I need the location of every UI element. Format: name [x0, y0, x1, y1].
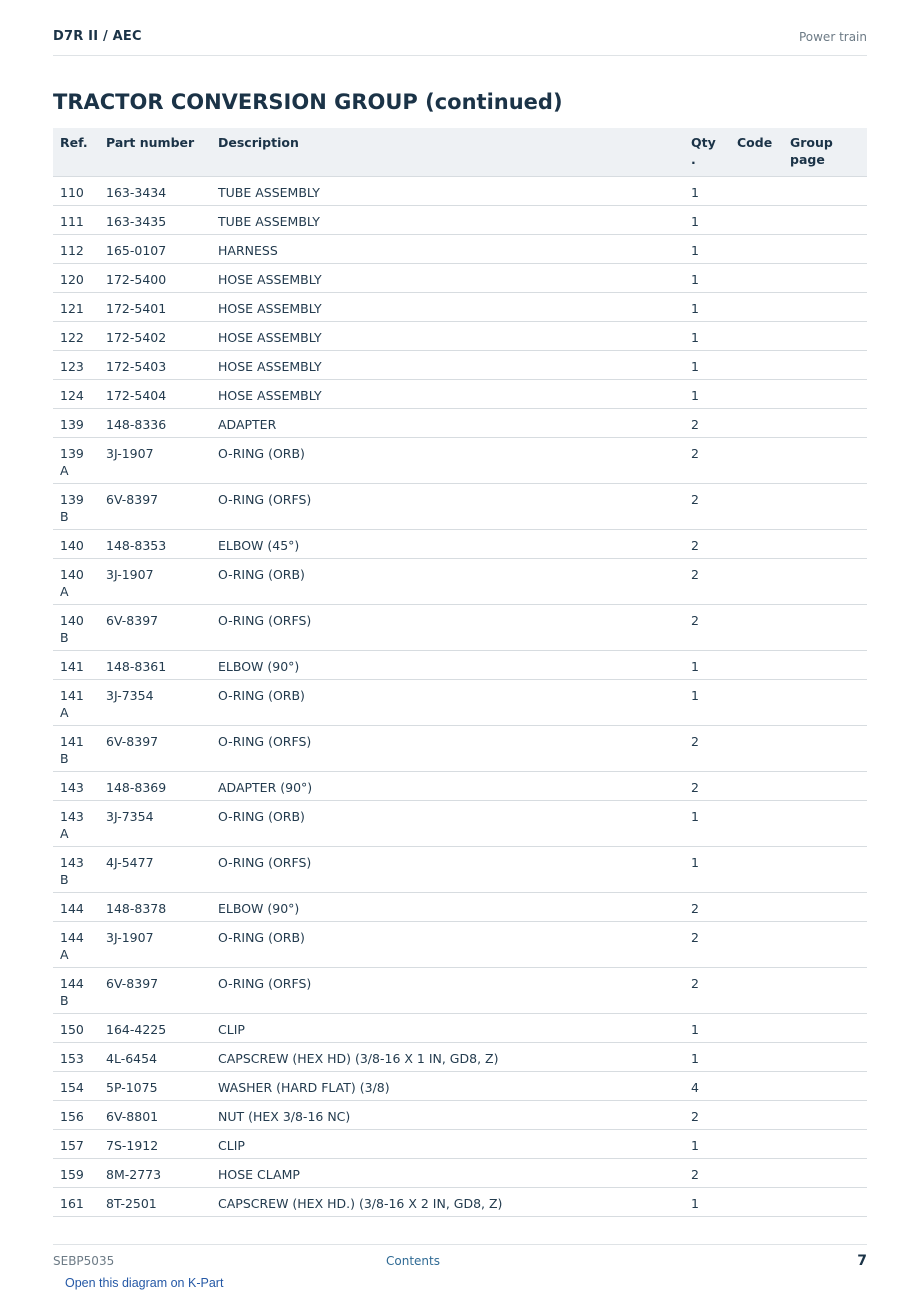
table-row	[53, 1187, 867, 1216]
cell-code	[737, 1071, 790, 1100]
cell-qty: 1	[691, 292, 737, 321]
cell-description: HARNESS	[218, 234, 691, 263]
cell-description: O-RING (ORB)	[218, 800, 691, 846]
col-qty-header: Qty .	[691, 128, 737, 176]
cell-qty: 2	[691, 1100, 737, 1129]
cell-group-page	[790, 529, 867, 558]
cell-qty: 1	[691, 263, 737, 292]
kpart-link[interactable]: Open this diagram on K-Part	[65, 1276, 224, 1290]
page-title	[53, 90, 563, 114]
cell-group-page	[790, 967, 867, 1013]
table-row	[53, 892, 867, 921]
cell-ref: 156	[53, 1100, 106, 1129]
cell-ref: 144 B	[53, 967, 106, 1013]
table-row	[53, 967, 867, 1013]
cell-group-page	[790, 921, 867, 967]
cell-code	[737, 263, 790, 292]
cell-part-number: 4L-6454	[106, 1042, 218, 1071]
cell-group-page	[790, 800, 867, 846]
cell-code	[737, 379, 790, 408]
cell-description: HOSE CLAMP	[218, 1158, 691, 1187]
col-group-page-header: Group page	[790, 128, 867, 176]
table-row	[53, 379, 867, 408]
cell-group-page	[790, 263, 867, 292]
table-row	[53, 800, 867, 846]
cell-part-number: 3J-1907	[106, 558, 218, 604]
cell-code	[737, 650, 790, 679]
col-part-number-header: Part number	[106, 128, 218, 176]
cell-code	[737, 771, 790, 800]
cell-code	[737, 321, 790, 350]
cell-ref: 112	[53, 234, 106, 263]
cell-description: ELBOW (90°)	[218, 650, 691, 679]
cell-qty: 2	[691, 771, 737, 800]
cell-description: HOSE ASSEMBLY	[218, 263, 691, 292]
cell-group-page	[790, 1158, 867, 1187]
cell-qty: 2	[691, 967, 737, 1013]
cell-qty: 4	[691, 1071, 737, 1100]
cell-qty: 2	[691, 1158, 737, 1187]
cell-code	[737, 350, 790, 379]
cell-part-number: 148-8361	[106, 650, 218, 679]
cell-group-page	[790, 846, 867, 892]
cell-qty: 1	[691, 1042, 737, 1071]
title-suffix: (continued)	[425, 90, 563, 114]
cell-group-page	[790, 892, 867, 921]
col-description-header: Description	[218, 128, 691, 176]
cell-group-page	[790, 292, 867, 321]
cell-description: TUBE ASSEMBLY	[218, 205, 691, 234]
cell-group-page	[790, 604, 867, 650]
cell-ref: 141 B	[53, 725, 106, 771]
cell-qty: 2	[691, 604, 737, 650]
table-row	[53, 771, 867, 800]
table-row	[53, 725, 867, 771]
cell-code	[737, 892, 790, 921]
cell-description: HOSE ASSEMBLY	[218, 350, 691, 379]
cell-code	[737, 1158, 790, 1187]
cell-description: HOSE ASSEMBLY	[218, 321, 691, 350]
cell-qty: 1	[691, 205, 737, 234]
cell-qty: 1	[691, 350, 737, 379]
table-row	[53, 234, 867, 263]
cell-ref: 144	[53, 892, 106, 921]
parts-table-body	[53, 176, 867, 1216]
cell-group-page	[790, 483, 867, 529]
cell-qty: 2	[691, 558, 737, 604]
cell-code	[737, 176, 790, 205]
cell-part-number: 163-3435	[106, 205, 218, 234]
cell-description: CAPSCREW (HEX HD) (3/8-16 X 1 IN, GD8, Z)	[218, 1042, 691, 1071]
table-header-row	[53, 128, 867, 176]
section-label: Power train	[798, 30, 867, 44]
cell-part-number: 172-5404	[106, 379, 218, 408]
cell-code	[737, 725, 790, 771]
cell-ref: 139 B	[53, 483, 106, 529]
cell-part-number: 148-8336	[106, 408, 218, 437]
table-row	[53, 679, 867, 725]
cell-part-number: 164-4225	[106, 1013, 218, 1042]
cell-ref: 143	[53, 771, 106, 800]
cell-ref: 144 A	[53, 921, 106, 967]
cell-description: O-RING (ORB)	[218, 921, 691, 967]
cell-ref: 150	[53, 1013, 106, 1042]
cell-code	[737, 1187, 790, 1216]
table-row	[53, 650, 867, 679]
cell-description: ELBOW (45°)	[218, 529, 691, 558]
cell-ref: 140 A	[53, 558, 106, 604]
cell-ref: 124	[53, 379, 106, 408]
cell-code	[737, 437, 790, 483]
cell-group-page	[790, 1187, 867, 1216]
cell-part-number: 6V-8801	[106, 1100, 218, 1129]
cell-ref: 120	[53, 263, 106, 292]
cell-ref: 161	[53, 1187, 106, 1216]
cell-ref: 123	[53, 350, 106, 379]
cell-part-number: 8T-2501	[106, 1187, 218, 1216]
cell-code	[737, 846, 790, 892]
cell-code	[737, 1129, 790, 1158]
cell-group-page	[790, 650, 867, 679]
cell-code	[737, 921, 790, 967]
parts-table	[53, 128, 867, 1217]
cell-description: O-RING (ORFS)	[218, 725, 691, 771]
table-row	[53, 321, 867, 350]
cell-code	[737, 604, 790, 650]
cell-part-number: 148-8353	[106, 529, 218, 558]
cell-group-page	[790, 1129, 867, 1158]
cell-part-number: 148-8378	[106, 892, 218, 921]
cell-description: ADAPTER (90°)	[218, 771, 691, 800]
model-label: D7R II / AEC	[53, 29, 142, 44]
cell-qty: 2	[691, 921, 737, 967]
cell-qty: 1	[691, 1129, 737, 1158]
cell-description: HOSE ASSEMBLY	[218, 292, 691, 321]
cell-code	[737, 234, 790, 263]
cell-ref: 140	[53, 529, 106, 558]
cell-code	[737, 967, 790, 1013]
contents-link[interactable]: Contents	[386, 1254, 440, 1268]
table-row	[53, 263, 867, 292]
cell-ref: 139	[53, 408, 106, 437]
cell-code	[737, 483, 790, 529]
cell-qty: 1	[691, 1013, 737, 1042]
cell-description: O-RING (ORFS)	[218, 604, 691, 650]
col-code-header: Code	[737, 128, 790, 176]
cell-group-page	[790, 771, 867, 800]
cell-part-number: 165-0107	[106, 234, 218, 263]
cell-description: O-RING (ORFS)	[218, 967, 691, 1013]
cell-part-number: 8M-2773	[106, 1158, 218, 1187]
cell-qty: 1	[691, 650, 737, 679]
cell-group-page	[790, 1013, 867, 1042]
table-row	[53, 1013, 867, 1042]
cell-part-number: 148-8369	[106, 771, 218, 800]
cell-part-number: 172-5400	[106, 263, 218, 292]
table-row	[53, 1071, 867, 1100]
cell-qty: 1	[691, 679, 737, 725]
cell-group-page	[790, 408, 867, 437]
cell-qty: 2	[691, 892, 737, 921]
cell-group-page	[790, 321, 867, 350]
cell-qty: 1	[691, 846, 737, 892]
table-row	[53, 176, 867, 205]
cell-group-page	[790, 558, 867, 604]
cell-part-number: 6V-8397	[106, 967, 218, 1013]
cell-qty: 2	[691, 725, 737, 771]
cell-qty: 1	[691, 234, 737, 263]
cell-part-number: 6V-8397	[106, 604, 218, 650]
cell-part-number: 172-5401	[106, 292, 218, 321]
cell-ref: 157	[53, 1129, 106, 1158]
table-row	[53, 1129, 867, 1158]
cell-group-page	[790, 350, 867, 379]
table-row	[53, 604, 867, 650]
cell-qty: 2	[691, 483, 737, 529]
cell-qty: 1	[691, 176, 737, 205]
cell-group-page	[790, 1100, 867, 1129]
cell-part-number: 172-5402	[106, 321, 218, 350]
cell-group-page	[790, 725, 867, 771]
table-row	[53, 483, 867, 529]
cell-ref: 159	[53, 1158, 106, 1187]
cell-group-page	[790, 379, 867, 408]
cell-ref: 110	[53, 176, 106, 205]
cell-description: CLIP	[218, 1013, 691, 1042]
cell-code	[737, 1042, 790, 1071]
cell-ref: 141 A	[53, 679, 106, 725]
table-row	[53, 1158, 867, 1187]
cell-part-number: 7S-1912	[106, 1129, 218, 1158]
cell-qty: 2	[691, 408, 737, 437]
cell-code	[737, 800, 790, 846]
cell-ref: 141	[53, 650, 106, 679]
cell-qty: 1	[691, 379, 737, 408]
cell-code	[737, 408, 790, 437]
group-title: TRACTOR CONVERSION GROUP	[53, 90, 418, 114]
cell-description: ADAPTER	[218, 408, 691, 437]
cell-part-number: 3J-1907	[106, 921, 218, 967]
table-row	[53, 846, 867, 892]
cell-qty: 1	[691, 321, 737, 350]
cell-qty: 2	[691, 529, 737, 558]
cell-qty: 2	[691, 437, 737, 483]
cell-qty: 1	[691, 1187, 737, 1216]
cell-part-number: 5P-1075	[106, 1071, 218, 1100]
cell-ref: 153	[53, 1042, 106, 1071]
table-row	[53, 558, 867, 604]
col-ref-header: Ref.	[53, 128, 106, 176]
cell-group-page	[790, 679, 867, 725]
cell-code	[737, 558, 790, 604]
cell-description: O-RING (ORB)	[218, 437, 691, 483]
cell-code	[737, 1013, 790, 1042]
table-row	[53, 205, 867, 234]
table-row	[53, 1042, 867, 1071]
page-header	[53, 28, 867, 56]
cell-description: NUT (HEX 3/8-16 NC)	[218, 1100, 691, 1129]
page-number: 7	[857, 1253, 867, 1269]
cell-group-page	[790, 1071, 867, 1100]
cell-part-number: 172-5403	[106, 350, 218, 379]
cell-group-page	[790, 234, 867, 263]
page-footer	[53, 1244, 867, 1274]
table-row	[53, 408, 867, 437]
cell-description: O-RING (ORFS)	[218, 846, 691, 892]
cell-group-page	[790, 176, 867, 205]
cell-description: O-RING (ORFS)	[218, 483, 691, 529]
cell-description: TUBE ASSEMBLY	[218, 176, 691, 205]
cell-code	[737, 292, 790, 321]
cell-part-number: 6V-8397	[106, 725, 218, 771]
cell-ref: 122	[53, 321, 106, 350]
cell-group-page	[790, 437, 867, 483]
cell-description: HOSE ASSEMBLY	[218, 379, 691, 408]
cell-description: O-RING (ORB)	[218, 679, 691, 725]
cell-ref: 140 B	[53, 604, 106, 650]
cell-description: CAPSCREW (HEX HD.) (3/8-16 X 2 IN, GD8, Z)	[218, 1187, 691, 1216]
table-row	[53, 1100, 867, 1129]
cell-part-number: 6V-8397	[106, 483, 218, 529]
cell-ref: 143 A	[53, 800, 106, 846]
cell-ref: 143 B	[53, 846, 106, 892]
table-row	[53, 437, 867, 483]
cell-ref: 111	[53, 205, 106, 234]
cell-description: O-RING (ORB)	[218, 558, 691, 604]
cell-code	[737, 529, 790, 558]
cell-description: WASHER (HARD FLAT) (3/8)	[218, 1071, 691, 1100]
table-row	[53, 529, 867, 558]
cell-ref: 154	[53, 1071, 106, 1100]
cell-part-number: 3J-1907	[106, 437, 218, 483]
cell-code	[737, 205, 790, 234]
cell-part-number: 163-3434	[106, 176, 218, 205]
cell-group-page	[790, 1042, 867, 1071]
cell-part-number: 4J-5477	[106, 846, 218, 892]
table-row	[53, 292, 867, 321]
table-row	[53, 350, 867, 379]
cell-qty: 1	[691, 800, 737, 846]
cell-description: CLIP	[218, 1129, 691, 1158]
cell-part-number: 3J-7354	[106, 800, 218, 846]
cell-group-page	[790, 205, 867, 234]
cell-code	[737, 679, 790, 725]
cell-code	[737, 1100, 790, 1129]
cell-ref: 121	[53, 292, 106, 321]
cell-part-number: 3J-7354	[106, 679, 218, 725]
table-row	[53, 921, 867, 967]
cell-ref: 139 A	[53, 437, 106, 483]
document-id: SEBP5035	[53, 1254, 115, 1268]
cell-description: ELBOW (90°)	[218, 892, 691, 921]
